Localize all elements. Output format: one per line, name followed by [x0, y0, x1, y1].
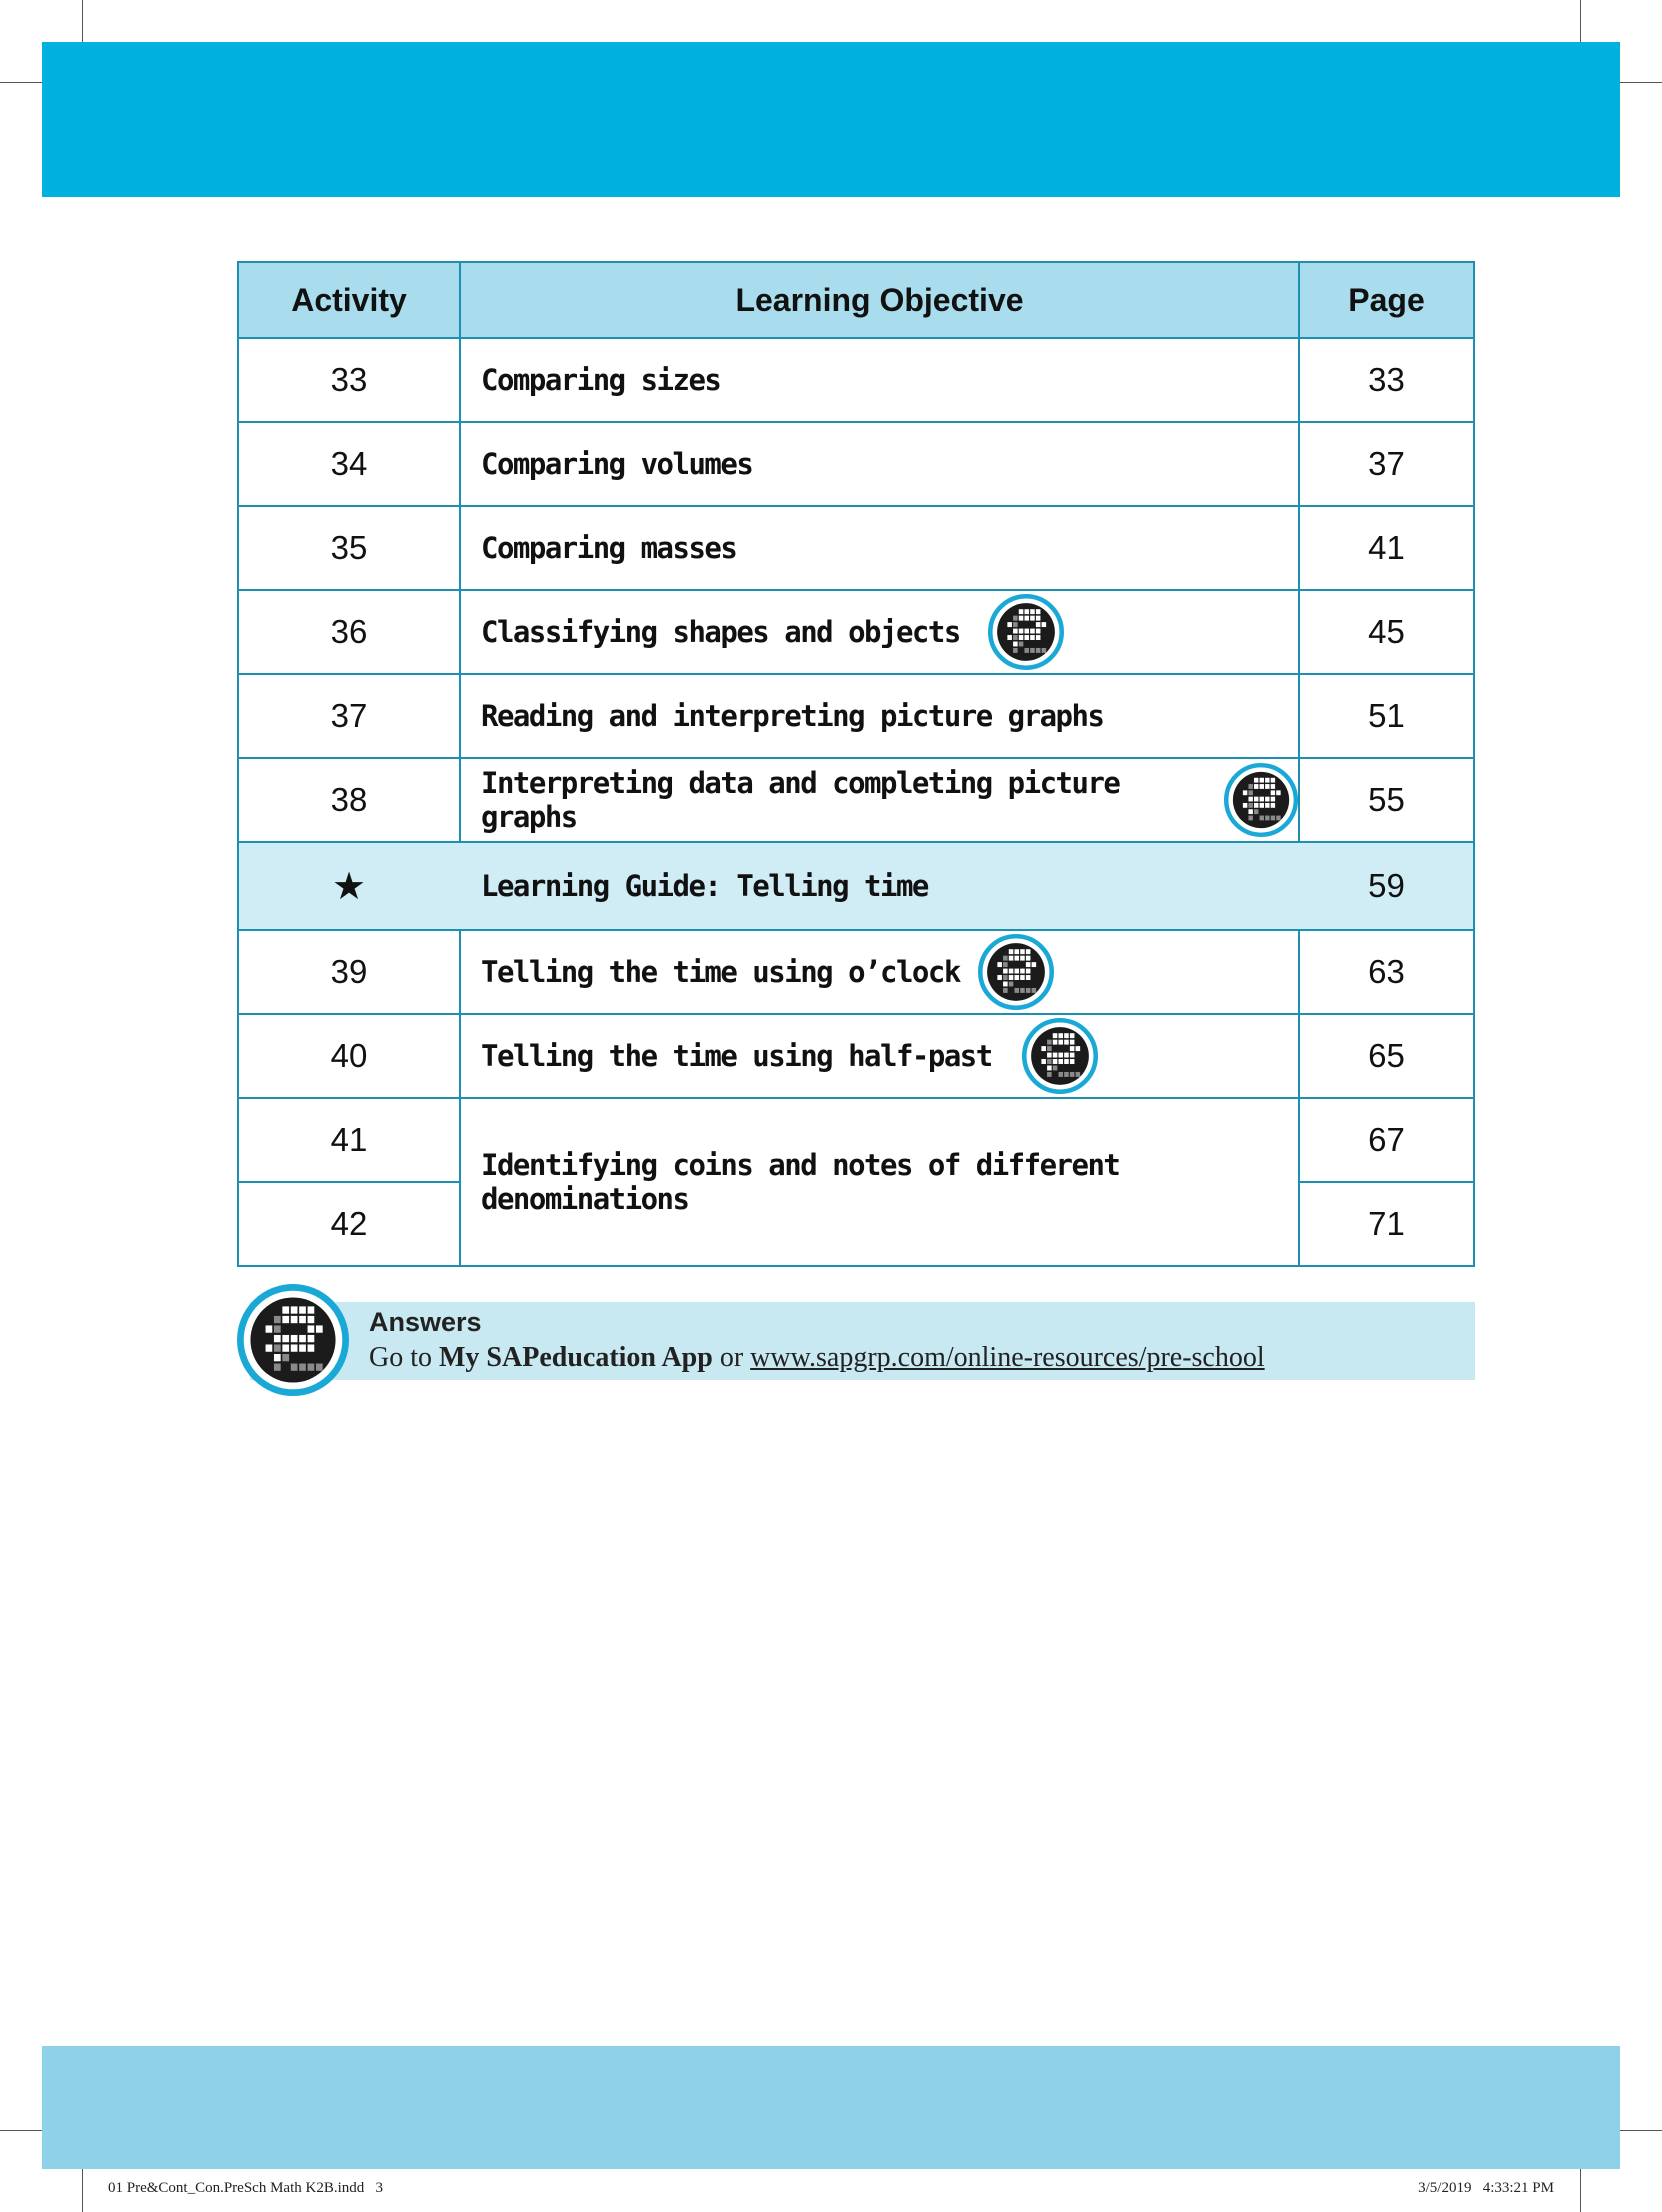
page-number: 67 [1299, 1098, 1474, 1182]
objective-text: Comparing masses [481, 531, 737, 565]
objective-text: Telling the time using half-past [481, 1039, 992, 1073]
crop-mark [1580, 0, 1581, 42]
table-row [238, 758, 1474, 842]
objective-text: Reading and interpreting picture graphs [481, 699, 1104, 733]
header-activity: Activity [238, 262, 460, 338]
page-number: 55 [1299, 758, 1474, 842]
activity-number: 38 [238, 758, 460, 842]
crop-mark [82, 2169, 83, 2212]
star-icon: ★ [238, 842, 460, 930]
answers-prefix: Go to [369, 1342, 439, 1373]
objective [460, 1014, 1299, 1098]
objective-text: Comparing volumes [481, 447, 753, 481]
activity-number: 33 [238, 338, 460, 422]
activity-number: 34 [238, 422, 460, 506]
table-row [238, 338, 1474, 422]
objective [460, 590, 1299, 674]
contents-table [237, 261, 1475, 1267]
table-row [238, 1014, 1474, 1098]
crop-mark [1620, 2130, 1662, 2131]
crop-mark [82, 0, 83, 42]
answers-instructions [369, 1342, 1265, 1374]
footer-timestamp: 3/5/2019 4:33:21 PM [1418, 2180, 1554, 2196]
app-name: My SAPeducation App [439, 1342, 713, 1373]
table-row [238, 1098, 1474, 1182]
crop-mark [0, 82, 42, 83]
app-icon [988, 594, 1064, 670]
page-number: 63 [1299, 930, 1474, 1014]
objective-text: Interpreting data and completing picture graphs [481, 766, 1120, 834]
answers-connector: or [712, 1342, 751, 1373]
objective-text: Comparing sizes [481, 363, 721, 397]
page-number: 71 [1299, 1182, 1474, 1266]
learning-guide-row [238, 842, 1474, 930]
objective [460, 758, 1299, 842]
page-number: 41 [1299, 506, 1474, 590]
objective [460, 1098, 1299, 1266]
app-icon [1224, 762, 1298, 838]
app-icon [1022, 1018, 1098, 1094]
resources-link[interactable]: www.sapgrp.com/online-resources/pre-school [750, 1342, 1265, 1373]
objective [460, 674, 1299, 758]
app-icon [237, 1284, 349, 1396]
objective-text: Learning Guide: Telling time [481, 869, 928, 903]
page-number: 37 [1299, 422, 1474, 506]
page-number: 45 [1299, 590, 1474, 674]
header-page: Page [1299, 262, 1474, 338]
activity-number: 35 [238, 506, 460, 590]
crop-mark [1580, 2169, 1581, 2212]
table-row [238, 674, 1474, 758]
activity-number: 40 [238, 1014, 460, 1098]
page-number: 33 [1299, 338, 1474, 422]
objective [460, 338, 1299, 422]
crop-mark [0, 2130, 42, 2131]
activity-number: 42 [238, 1182, 460, 1266]
objective-text: Identifying coins and notes of different denominations [481, 1148, 1120, 1216]
objective [460, 506, 1299, 590]
objective-text: Telling the time using o’clock [481, 955, 960, 989]
table-header-row [238, 262, 1474, 338]
header-band [42, 42, 1620, 197]
answers-title: Answers [369, 1307, 482, 1337]
activity-number: 37 [238, 674, 460, 758]
activity-number: 36 [238, 590, 460, 674]
footer-filename: 01 Pre&Cont_Con.PreSch Math K2B.indd 3 [108, 2180, 384, 2196]
header-objective: Learning Objective [460, 262, 1299, 338]
objective [460, 842, 1299, 930]
page-number: 59 [1299, 842, 1474, 930]
activity-number: 41 [238, 1098, 460, 1182]
crop-mark [1620, 82, 1662, 83]
table-row [238, 506, 1474, 590]
objective-text: Classifying shapes and objects [481, 615, 960, 649]
page-number: 65 [1299, 1014, 1474, 1098]
table-row [238, 930, 1474, 1014]
objective [460, 422, 1299, 506]
app-icon [978, 934, 1054, 1010]
footer-band [42, 2046, 1620, 2169]
page-number: 51 [1299, 674, 1474, 758]
table-row [238, 590, 1474, 674]
activity-number: 39 [238, 930, 460, 1014]
table-row [238, 422, 1474, 506]
objective [460, 930, 1299, 1014]
